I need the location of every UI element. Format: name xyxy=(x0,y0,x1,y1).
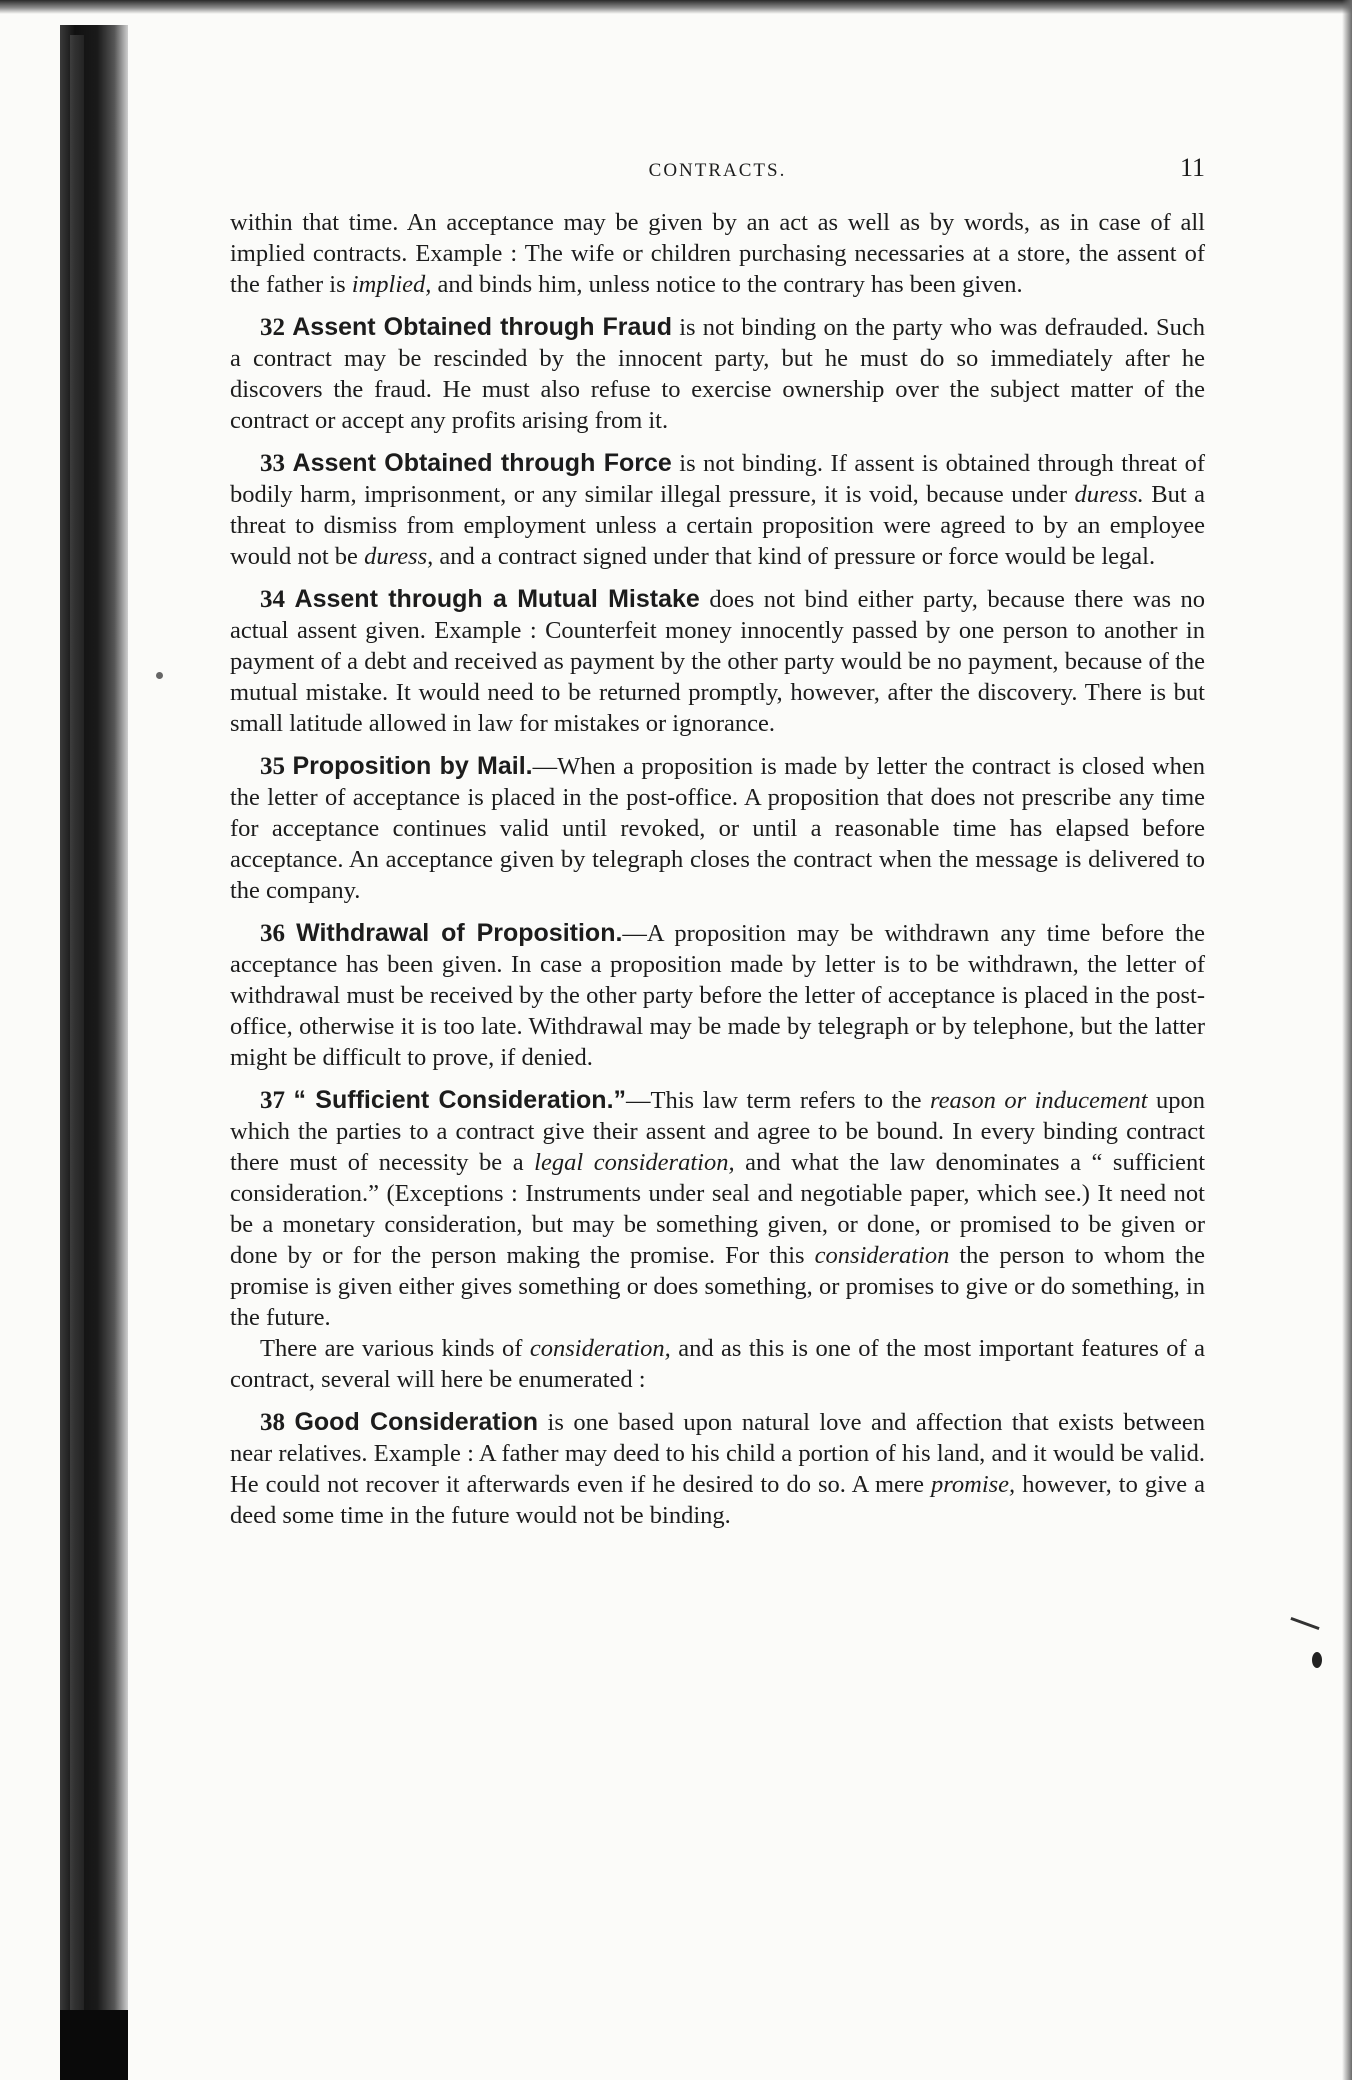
section-heading: Assent Obtained through Force xyxy=(292,449,672,477)
book-page xyxy=(230,150,1205,1531)
margin-mark xyxy=(1290,1617,1319,1630)
section-heading: Withdrawal of Proposition. xyxy=(296,919,623,947)
scan-bottom-corner xyxy=(60,2010,128,2080)
section-text: —When a proposition is made by letter the contract is closed when the letter of acceptance is placed in the post-office. A proposition that does not prescribe any time for acceptance continues valid until revoked, or until a reasonable time has elapsed before acceptance. An acceptance given by telegraph closes the contract when the message is delivered to the company. xyxy=(230,753,1206,904)
section-text: There are various kinds of xyxy=(260,1335,530,1362)
section-text: —A proposition may be withdrawn any time before the acceptance has been given. In case a proposition made by letter is to be withdrawn, the letter of withdrawal must be received by the other party before the letter of acceptance is placed in the post-office, otherwise it is too late. Withdrawal may be made by telegraph or by telephone, but the latter might be difficult to prove, if denied. xyxy=(230,920,1205,1071)
scan-binding-edge xyxy=(60,25,128,2080)
intro-paragraph xyxy=(230,207,1205,300)
section-text: is not binding on the party who was defrauded. Such a contract may be rescinded by the innocent party, but he must do so immediately after he discovers the fraud. He must also refuse to exercise ownership over the subject matter of the contract or accept any profits arising from it. xyxy=(230,314,1205,434)
scan-binding-inner xyxy=(70,35,84,2075)
page-number: 11 xyxy=(1179,153,1205,182)
section-32 xyxy=(230,312,1205,436)
section-37 xyxy=(230,1085,1205,1333)
section-italic: consideration, xyxy=(529,1335,671,1362)
section-text: But a threat to dismiss from employment unless a certain proposition were agreed to by an employee would not be xyxy=(230,481,1205,570)
section-heading: Assent through a Mutual Mistake xyxy=(294,585,700,613)
scan-right-edge xyxy=(1342,0,1352,2080)
section-text: and as this is one of the most important features of a contract, several will here be enumerated : xyxy=(230,1335,1206,1393)
section-34 xyxy=(230,584,1205,739)
section-heading: Proposition by Mail. xyxy=(292,752,533,780)
section-number: 34 xyxy=(260,586,285,613)
section-number: 36 xyxy=(260,920,285,947)
scan-top-edge xyxy=(0,0,1352,14)
body-text xyxy=(230,207,1205,1531)
section-text: does not bind either party, because there was no actual assent given. Example : Counterfeit money innocently passed by one person to another in payment of a debt and received as payment by the other party would be no payment, because of the mutual mistake. It would need to be returned promptly, however, after the discovery. There is but small latitude allowed in law for mistakes or ignorance. xyxy=(230,586,1206,737)
section-33 xyxy=(230,448,1205,572)
section-text: the person to whom the promise is given either gives something or does something, or promises to give or do something, in the future. xyxy=(230,1242,1205,1331)
margin-speck xyxy=(156,672,163,679)
section-number: 33 xyxy=(260,450,285,477)
section-italic: legal consideration, xyxy=(534,1149,735,1176)
section-37-continuation xyxy=(230,1333,1205,1395)
section-text: is not binding. If assent is obtained through threat of bodily harm, imprisonment, or any similar illegal pressure, it is void, because under xyxy=(230,450,1205,508)
section-italic: duress. xyxy=(1074,481,1144,508)
section-heading: Good Consideration xyxy=(294,1408,539,1436)
section-text: and a contract signed under that kind of pressure or force would be legal. xyxy=(433,543,1156,570)
intro-text: within that time. An acceptance may be given by an act as well as by words, as in case of all implied contracts. Example : The wife or children purchasing necessaries at a store, the assent of the father is xyxy=(230,209,1205,298)
section-number: 35 xyxy=(260,753,285,780)
section-text: however, to give a deed some time in the future would not be binding. xyxy=(230,1471,1205,1529)
running-head xyxy=(230,150,1205,190)
section-number: 32 xyxy=(260,314,285,341)
section-36 xyxy=(230,918,1205,1073)
section-text: upon which the parties to a contract give their assent and agree to be bound. In every binding contract there must of necessity be a xyxy=(230,1087,1206,1176)
running-head-title: CONTRACTS. xyxy=(648,160,787,181)
section-italic: reason or inducement xyxy=(930,1087,1148,1114)
section-38 xyxy=(230,1407,1205,1531)
section-italic: duress, xyxy=(364,543,434,570)
section-35 xyxy=(230,751,1205,906)
section-number: 37 xyxy=(260,1087,285,1114)
section-number: 38 xyxy=(260,1409,285,1436)
section-text: and what the law denominates a “ sufficient consideration.” (Exceptions : Instruments under seal and negotiable paper, which see.) It need not be a monetary consideration, but may be something given, or done, or promised to be given or done by or for the person making the promise. For this xyxy=(230,1149,1206,1269)
section-italic: consideration xyxy=(814,1242,950,1269)
section-italic: promise, xyxy=(931,1471,1016,1498)
section-text: —This law term refers to the xyxy=(626,1087,931,1114)
section-heading: “ Sufficient Consideration.” xyxy=(293,1086,627,1114)
intro-text-end: and binds him, unless notice to the contrary has been given. xyxy=(431,271,1023,298)
section-heading: Assent Obtained through Fraud xyxy=(292,313,672,341)
intro-italic: implied, xyxy=(351,271,432,298)
section-text: is one based upon natural love and affection that exists between near relatives. Example : A father may deed to his child a portion of his land, and it would be valid. He could not recover it afterwards even if he desired to do so. A mere xyxy=(230,1409,1205,1498)
margin-blot xyxy=(1312,1652,1322,1668)
